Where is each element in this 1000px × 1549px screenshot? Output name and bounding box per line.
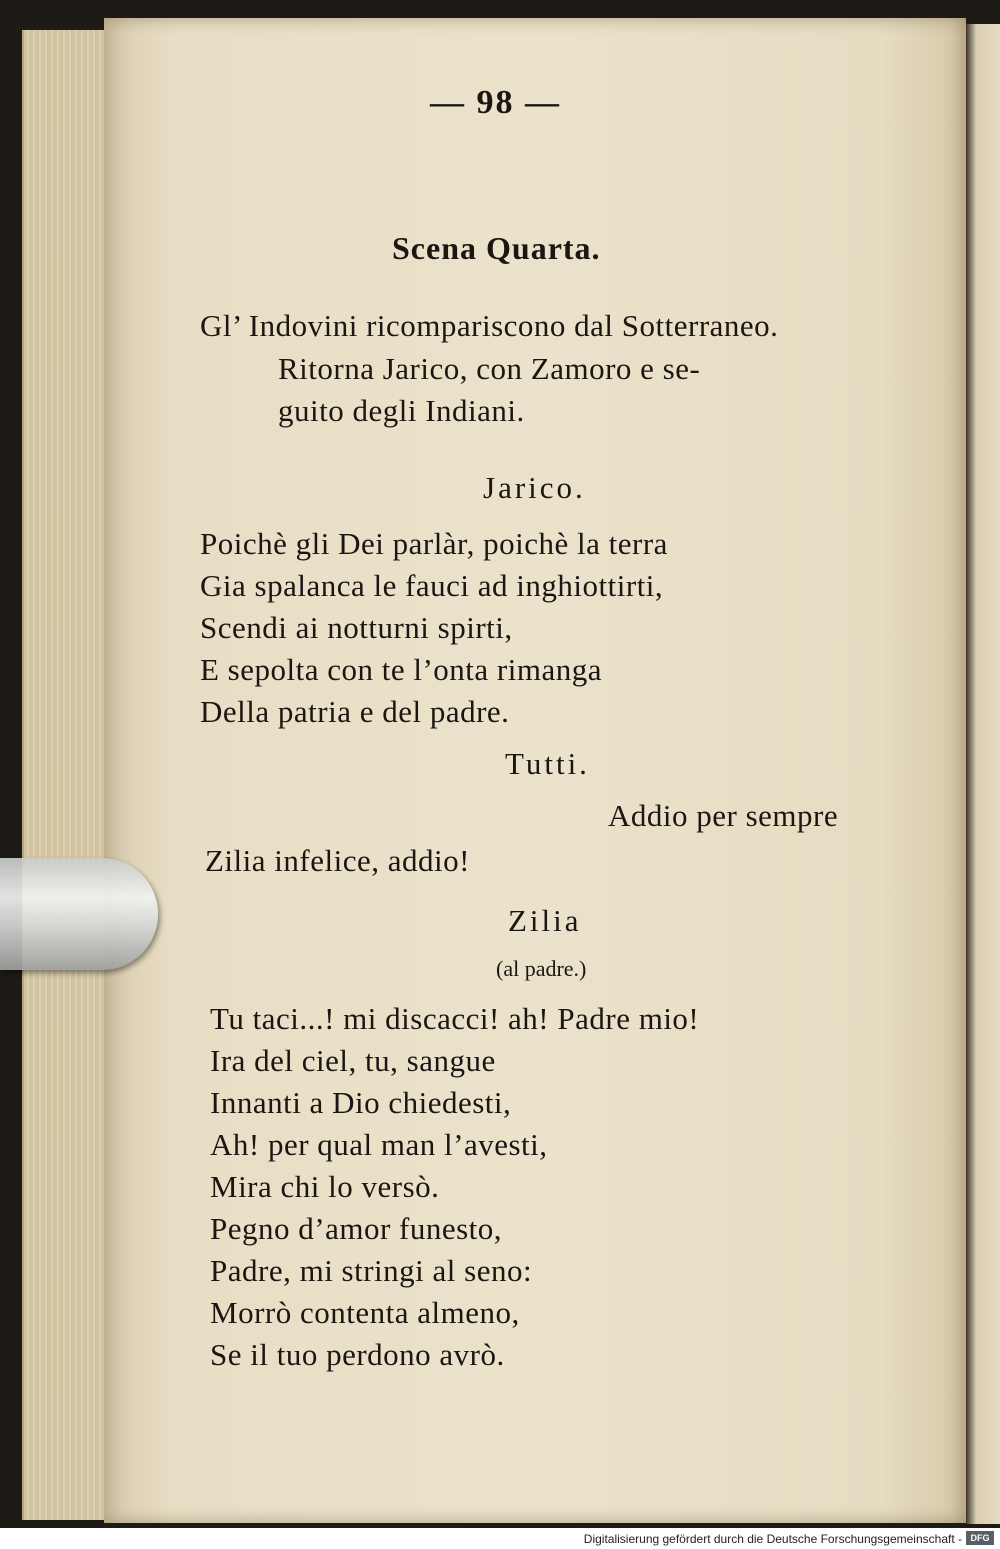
stage-direction-line: guito degli Indiani. (278, 393, 525, 428)
verse-line: E sepolta con te l’onta rimanga (200, 652, 603, 687)
verse-line: Innanti a Dio chiedesti, (210, 1085, 512, 1120)
verse-line: Mira chi lo versò. (210, 1169, 440, 1204)
verse-line: Padre, mi stringi al seno: (210, 1253, 533, 1288)
verse-line: Addio per sempre (608, 798, 839, 833)
verse-line: Se il tuo perdono avrò. (210, 1337, 505, 1372)
speaker-name: Jarico. (483, 470, 586, 505)
verse-line: Pegno d’amor funesto, (210, 1211, 503, 1246)
stage-direction-line: Ritorna Jarico, con Zamoro e se- (278, 351, 701, 386)
facing-page-edge (966, 24, 1000, 1524)
verse-line: Morrò contenta almeno, (210, 1295, 520, 1330)
page-holder-clip (0, 858, 158, 970)
verse-line: Tu taci...! mi discacci! ah! Padre mio! (210, 1001, 700, 1036)
verse-line: Scendi ai notturni spirti, (200, 610, 513, 645)
stage-direction-line: Gl’ Indovini ricompariscono dal Sotterraneo. (200, 308, 779, 343)
stage-aside: (al padre.) (496, 956, 587, 981)
page-number: — 98 — (430, 84, 561, 121)
verse-line: Poichè gli Dei parlàr, poichè la terra (200, 526, 668, 561)
digitization-footer (0, 1528, 1000, 1549)
verse-line: Gia spalanca le fauci ad inghiottirti, (200, 568, 664, 603)
speaker-name: Zilia (508, 903, 582, 938)
page-edges (22, 30, 106, 1520)
verse-line: Ah! per qual man l’avesti, (210, 1127, 548, 1162)
verse-line: Zilia infelice, addio! (205, 843, 470, 878)
footer-credit: Digitalisierung gefördert durch die Deutsche Forschungsgemeinschaft - (583, 1532, 962, 1546)
scene-title: Scena Quarta. (392, 230, 601, 266)
verse-line: Della patria e del padre. (200, 694, 510, 729)
speaker-name: Tutti. (505, 746, 590, 781)
dfg-logo: DFG (966, 1531, 994, 1545)
verse-line: Ira del ciel, tu, sangue (210, 1043, 496, 1078)
